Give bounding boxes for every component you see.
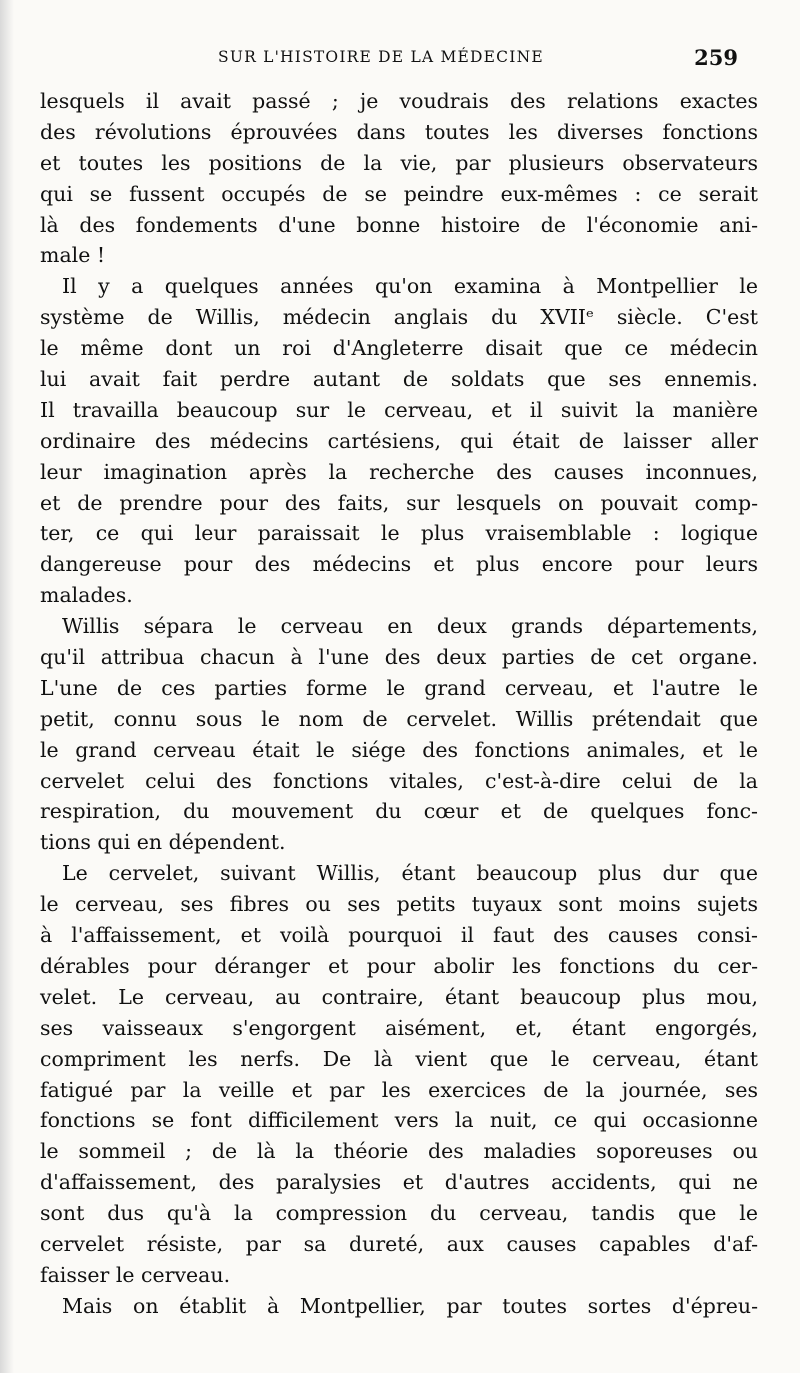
text-line: qu'il attribua chacun à l'une des deux parties de cet organe. — [40, 645, 758, 670]
page-header — [40, 45, 738, 78]
text-line: là des fondements d'une bonne histoire de l'économie ani- — [40, 212, 758, 237]
text-line: ordinaire des médecins cartésiens, qui était de laisser aller — [40, 428, 758, 453]
running-title: SUR L'HISTOIRE DE LA MÉDECINE — [218, 48, 544, 66]
text-line: Willis sépara le cerveau en deux grands départements, — [62, 614, 758, 639]
text-line: leur imagination après la recherche des causes inconnues, — [40, 459, 758, 484]
text-line: et toutes les positions de la vie, par plusieurs observateurs — [40, 150, 758, 175]
text-line: et de prendre pour des faits, sur lesquels on pouvait comp- — [40, 490, 758, 515]
text-line: cervelet celui des fonctions vitales, c'est-à-dire celui de la — [40, 768, 758, 793]
text-line: L'une de ces parties forme le grand cerveau, et l'autre le — [40, 675, 758, 700]
text-line: le grand cerveau était le siége des fonctions animales, et le — [40, 737, 758, 762]
text-line: Le cervelet, suivant Willis, étant beaucoup plus dur que — [62, 861, 758, 886]
text-line: Mais on établit à Montpellier, par toutes sortes d'épreu- — [62, 1293, 758, 1318]
text-line: système de Willis, médecin anglais du XVIIᵉ siècle. C'est — [40, 305, 758, 330]
body-text — [40, 86, 758, 1322]
page-gutter-shadow — [0, 0, 14, 1373]
text-line: lui avait fait perdre autant de soldats que ses ennemis. — [40, 367, 758, 392]
text-line: le même dont un roi d'Angleterre disait que ce médecin — [40, 336, 758, 361]
text-line: ter, ce qui leur paraissait le plus vraisemblable : logique — [40, 521, 758, 546]
text-line: d'affaissement, des paralysies et d'autres accidents, qui ne — [40, 1170, 758, 1195]
text-line: lesquels il avait passé ; je voudrais des relations exactes — [40, 89, 758, 113]
text-line: petit, connu sous le nom de cervelet. Willis prétendait que — [40, 706, 758, 731]
text-line: qui se fussent occupés de se peindre eux-mêmes : ce serait — [40, 181, 758, 206]
text-line: dérables pour déranger et pour abolir les fonctions du cer- — [40, 953, 758, 978]
text-line: le cerveau, ses fibres ou ses petits tuyaux sont moins sujets — [40, 892, 758, 917]
text-line: compriment les nerfs. De là vient que le cerveau, étant — [40, 1046, 758, 1071]
text-line: à l'affaissement, et voilà pourquoi il faut des causes consi- — [40, 923, 758, 948]
text-line: fatigué par la veille et par les exercices de la journée, ses — [40, 1077, 758, 1102]
text-line: respiration, du mouvement du cœur et de quelques fonc- — [40, 799, 758, 824]
text-line: le sommeil ; de là la théorie des maladies soporeuses ou — [40, 1139, 758, 1164]
text-line: velet. Le cerveau, au contraire, étant beaucoup plus mou, — [40, 984, 758, 1009]
text-line: male ! — [40, 243, 106, 268]
text-line: des révolutions éprouvées dans toutes les diverses fonctions — [40, 119, 758, 144]
text-line: sont dus qu'à la compression du cerveau, tandis que le — [40, 1201, 758, 1226]
page-number: 259 — [694, 45, 738, 70]
text-line: dangereuse pour des médecins et plus encore pour leurs — [40, 552, 758, 577]
text-line: fonctions se font difficilement vers la nuit, ce qui occasionne — [40, 1108, 758, 1133]
text-line: malades. — [40, 583, 133, 608]
text-line: ses vaisseaux s'engorgent aisément, et, étant engorgés, — [40, 1015, 758, 1040]
text-line: Il y a quelques années qu'on examina à Montpellier le — [62, 274, 758, 299]
text-line: faisser le cerveau. — [40, 1262, 231, 1287]
text-line: tions qui en dépendent. — [40, 830, 286, 855]
text-line: Il travailla beaucoup sur le cerveau, et il suivit la manière — [40, 397, 758, 422]
text-line: cervelet résiste, par sa dureté, aux causes capables d'af- — [40, 1231, 758, 1256]
